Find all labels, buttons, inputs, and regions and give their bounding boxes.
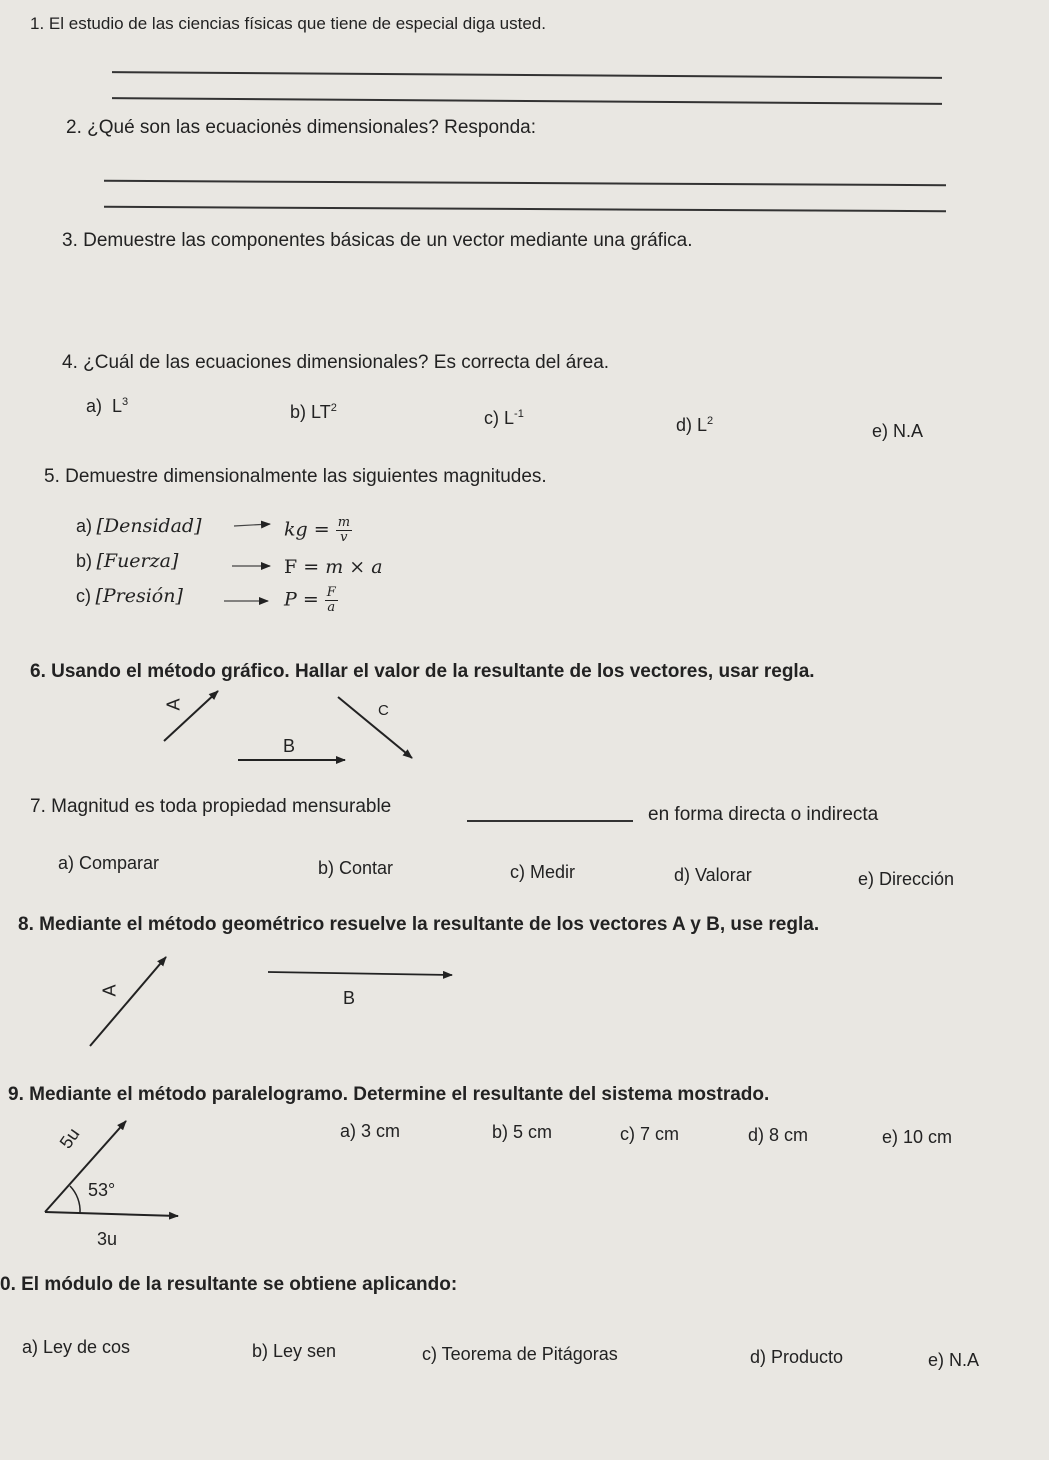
q10-option-d[interactable]: d) Producto (750, 1347, 844, 1367)
q9-option-d[interactable]: d) 8 cm (748, 1125, 809, 1145)
q7-option-a[interactable]: a) Comparar (58, 853, 160, 873)
q5-formula-c: P = $\frac{F}{a}$ (284, 585, 336, 615)
q4-option-d[interactable]: d) $L^2$ (676, 415, 714, 435)
q8-vector-b (268, 972, 452, 975)
q4-option-a[interactable]: a) $L^3$ (86, 396, 129, 416)
question-4-text: 4. ¿Cuál de las ecuaciones dimensionales? Es correcta del área. (62, 352, 610, 373)
q10-option-c[interactable]: c) Teorema de Pitágoras (422, 1344, 618, 1364)
q5-item-a: a) [Densidad] (76, 515, 202, 537)
q7-option-d[interactable]: d) Valorar (674, 865, 752, 885)
question-9-text: 9. Mediante el método paralelogramo. Determine el resultante del sistema mostrado. (8, 1084, 770, 1105)
q9-base-label: 3u (97, 1229, 118, 1249)
q5-formula-b: F = m × a (284, 556, 383, 578)
q9-option-c[interactable]: c) 7 cm (620, 1124, 680, 1144)
q9-angle-arc (70, 1186, 80, 1213)
q9-vector-5u (45, 1121, 126, 1212)
q6-vector-c (338, 697, 412, 758)
q6-vector-b-label: B (283, 736, 296, 756)
q4-option-c[interactable]: c) $L^{-1}$ (484, 408, 524, 428)
question-2-text: 2. ¿Qué son las ecuacionės dimensionales? Responda: (66, 117, 537, 138)
q6-vector-a (164, 691, 218, 741)
q10-option-b[interactable]: b) Ley sen (252, 1341, 337, 1361)
question-10-text: 0. El módulo de la resultante se obtiene aplicando: (0, 1274, 458, 1295)
question-8-text: 8. Mediante el método geométrico resuelve la resultante de los vectores A y B, use regla. (18, 914, 820, 935)
q7-option-e[interactable]: e) Dirección (858, 869, 955, 889)
q8-vector-a (90, 957, 166, 1046)
q9-option-e[interactable]: e) 10 cm (882, 1127, 953, 1147)
q10-option-a[interactable]: a) Ley de cos (22, 1337, 131, 1357)
q8-vector-b-label: B (343, 988, 356, 1008)
q9-vector-3u (45, 1212, 178, 1216)
q7-option-b[interactable]: b) Contar (318, 858, 394, 878)
q6-vector-c-label: C (378, 702, 389, 719)
q9-option-a[interactable]: a) 3 cm (340, 1121, 401, 1141)
q4-option-b[interactable]: b) $LT^2$ (290, 402, 337, 422)
question-7-text: 7. Magnitud es toda propiedad mensurable (30, 796, 392, 817)
question-1-text: 1. El estudio de las ciencias físicas que tiene de especial diga usted. (30, 14, 546, 33)
q6-vector-a-label: A (163, 698, 184, 711)
question-3-text: 3. Demuestre las componentes básicas de un vector mediante una gráfica. (62, 230, 693, 251)
q7-option-c[interactable]: c) Medir (510, 862, 576, 882)
q10-option-e[interactable]: e) N.A (928, 1350, 980, 1370)
q4-option-e[interactable]: e) N.A (872, 421, 924, 441)
q8-vector-a-label: A (99, 984, 120, 997)
q9-angle-label: 53° (88, 1180, 116, 1200)
question-5-text: 5. Demuestre dimensionalmente las siguientes magnitudes. (44, 466, 547, 487)
q5-formula-a: kg = $\frac{m}{v}$ (284, 515, 351, 545)
q5-arrow-a (234, 524, 270, 526)
q9-option-b[interactable]: b) 5 cm (492, 1122, 553, 1142)
question-6-text: 6. Usando el método gráfico. Hallar el valor de la resultante de los vectores, usar regla. (30, 661, 815, 682)
question-7-text-end: en forma directa o indirecta (648, 804, 879, 825)
q5-item-c: c) [Presión] (76, 585, 183, 607)
q5-item-b: b) [Fuerza] (76, 550, 179, 572)
q9-side-label: 5u (55, 1124, 84, 1153)
